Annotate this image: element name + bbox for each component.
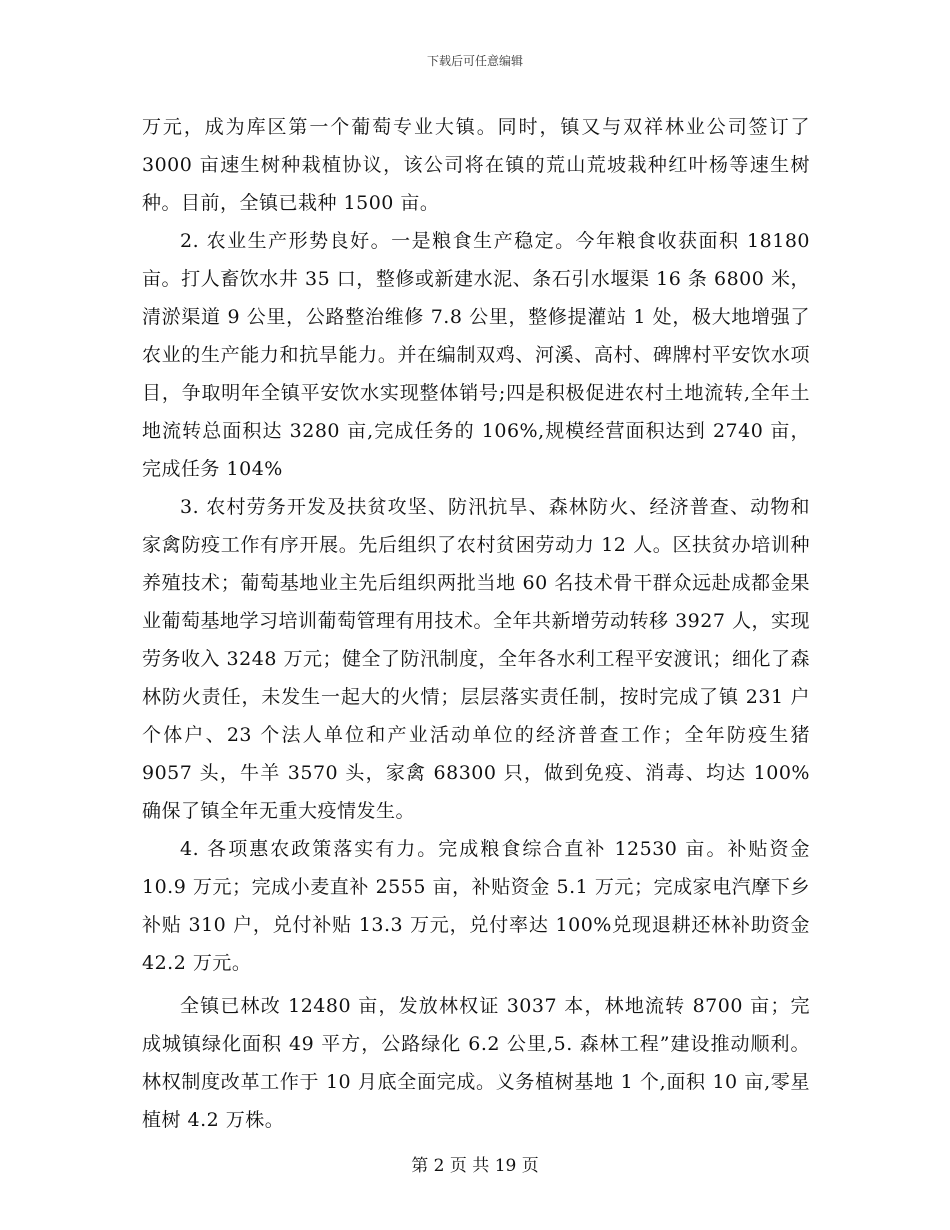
paragraph-3: 3. 农村劳务开发及扶贫攻坚、防汛抗旱、森林防火、经济普查、动物和家禽防疫工作有序开展。先后组织了农村贫困劳动力 12 人。区扶贫办培训种养殖技术；葡萄基地业主先后组织两批当地 60 名技术骨干群众远赴成都金果业葡萄基地学习培训葡萄管理有用技术。全年共新增劳动转移 3927 人，实现劳务收入 3248 万元；健全了防汛制度，全年各水利工程平安渡讯；细化了森林防火责任，未发生一起大的火情；层层落实责任制，按时完成了镇 231 户个体户、23 个法人单位和产业活动单位的经济普查工作；全年防疫生猪 9057 头，牛羊 3570 头，家禽 68300 只，做到免疫、消毒、均达 100%确保了镇全年无重大疫情发生。 (142, 496, 810, 822)
document-body (142, 108, 810, 1139)
paragraph-4: 4. 各项惠农政策落实有力。完成粮食综合直补 12530 亩。补贴资金 10.9 万元；完成小麦直补 2555 亩，补贴资金 5.1 万元；完成家电汽摩下乡补贴 310 户，兑付补贴 13.3 万元，兑付率达 100%兑现退耕还林补助资金 42.2 万元。 (142, 838, 810, 974)
page-footer: 第 2 页 共 19 页 (411, 1156, 539, 1176)
page-header: 下载后可任意编辑 (426, 54, 523, 68)
paragraph-1: 万元，成为库区第一个葡萄专业大镇。同时，镇又与双祥林业公司签订了 3000 亩速生树种栽植协议，该公司将在镇的荒山荒坡栽种红叶杨等速生树种。目前，全镇已栽种 1500 亩。 (142, 116, 810, 214)
paragraph-2: 2. 农业生产形势良好。一是粮食生产稳定。今年粮食收获面积 18180 亩。打人畜饮水井 35 口，整修或新建水泥、条石引水堰渠 16 条 6800 米，清淤渠道 9 公里，公路整治维修 7.8 公里，整修提灌站 1 处，极大地增强了农业的生产能力和抗旱能力。并在编制双鸡、河溪、高村、碑牌村平安饮水项目，争取明年全镇平安饮水实现整体销号;四是积极促进农村土地流转,全年土地流转总面积达 3280 亩,完成任务的 106%,规模经营面积达到 2740 亩，完成任务 104% (142, 230, 810, 480)
paragraph-5: 全镇已林改 12480 亩，发放林权证 3037 本，林地流转 8700 亩；完成城镇绿化面积 49 平方，公路绿化 6.2 公里,5. 森林工程”建设推动顺利。林权制度改革工作于 10 月底全面完成。义务植树基地 1 个,面积 10 亩,零星植树 4.2 万株。 (142, 995, 810, 1131)
